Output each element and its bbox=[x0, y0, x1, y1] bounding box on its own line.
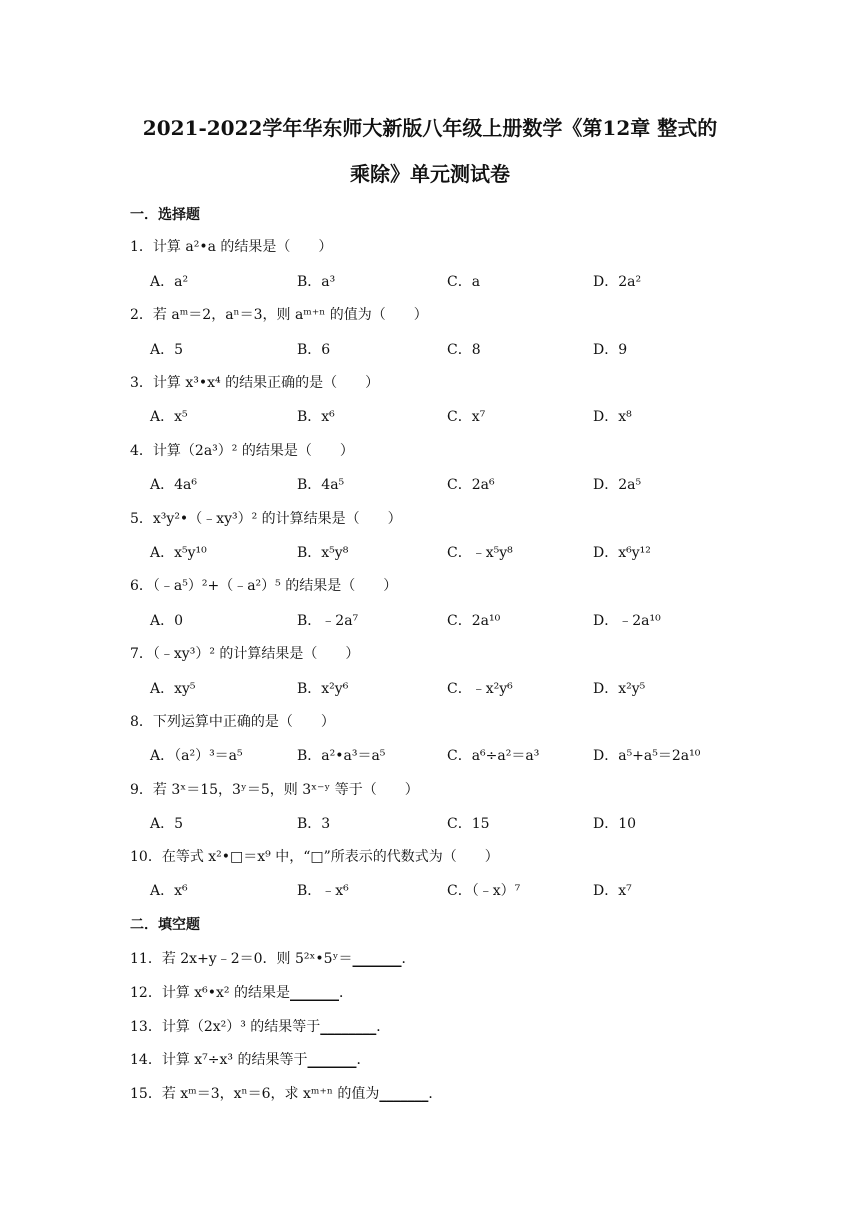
question-3-option-d: D．x⁸ bbox=[593, 409, 632, 425]
question-7-option-a: A．xy⁵ bbox=[150, 681, 196, 697]
question-5-option-c: C．﹣x⁵y⁸ bbox=[447, 545, 513, 561]
question-10-option-c: C．（﹣x）⁷ bbox=[447, 883, 521, 899]
question-2-stem: 2．若 aᵐ＝2，aⁿ＝3，则 aᵐ⁺ⁿ 的值为（ ） bbox=[130, 307, 428, 323]
question-4-option-d: D．2a⁵ bbox=[593, 477, 642, 493]
section-heading-fill: 二．填空题 bbox=[130, 917, 200, 933]
question-7-stem: 7．（﹣xy³）² 的计算结果是（ ） bbox=[130, 646, 360, 662]
fill-question-12-end: ． bbox=[339, 985, 353, 1001]
question-3-option-c: C．x⁷ bbox=[447, 409, 486, 425]
question-7-option-b: B．x²y⁶ bbox=[297, 681, 349, 697]
question-8-option-d: D．a⁵+a⁵＝2a¹⁰ bbox=[593, 748, 701, 764]
fill-question-15 bbox=[130, 1083, 442, 1103]
question-3-option-b: B．x⁶ bbox=[297, 409, 335, 425]
question-10-option-d: D．x⁷ bbox=[593, 883, 632, 899]
fill-question-14-end: ． bbox=[356, 1052, 371, 1068]
fill-question-12-stem: 12．计算 x⁶•x² 的结果是 bbox=[130, 985, 290, 1001]
question-8-option-b: B．a²•a³＝a⁵ bbox=[297, 748, 386, 764]
fill-question-12-blank: _______ bbox=[290, 985, 339, 1001]
question-9-option-b: B．3 bbox=[297, 816, 331, 832]
question-4-option-c: C．2a⁶ bbox=[447, 477, 495, 493]
question-2-option-d: D．9 bbox=[593, 342, 628, 358]
question-4-option-b: B．4a⁵ bbox=[297, 477, 345, 493]
question-2-option-b: B．6 bbox=[297, 342, 331, 358]
question-6-option-b: B．﹣2a⁷ bbox=[297, 613, 359, 629]
document-title-line-1: 2021-2022学年华东师大新版八年级上册数学《第12章 整式的 bbox=[142, 116, 718, 140]
question-4-stem: 4．计算（2a³）² 的结果是（ ） bbox=[130, 443, 354, 459]
fill-question-15-stem: 15．若 xᵐ＝3，xⁿ＝6，求 xᵐ⁺ⁿ 的值为 bbox=[130, 1086, 380, 1102]
fill-question-11-end: ． bbox=[401, 951, 416, 967]
fill-question-13-blank: ________ bbox=[320, 1019, 377, 1035]
fill-question-11 bbox=[130, 948, 416, 968]
question-2-option-a: A．5 bbox=[150, 342, 184, 358]
question-9-option-d: D．10 bbox=[593, 816, 637, 832]
question-6-option-a: A．0 bbox=[150, 613, 184, 629]
question-2-option-c: C．8 bbox=[447, 342, 481, 358]
question-9-option-a: A．5 bbox=[150, 816, 184, 832]
question-1-stem: 1．计算 a²•a 的结果是（ ） bbox=[130, 239, 333, 255]
fill-question-13-stem: 13．计算（2x²）³ 的结果等于 bbox=[130, 1019, 321, 1035]
document-title-line-2: 乘除》单元测试卷 bbox=[350, 162, 510, 186]
question-7-option-d: D．x²y⁵ bbox=[593, 681, 646, 697]
question-6-option-d: D．﹣2a¹⁰ bbox=[593, 613, 661, 629]
question-1-option-c: C．a bbox=[447, 274, 481, 290]
question-5-option-b: B．x⁵y⁸ bbox=[297, 545, 349, 561]
question-4-option-a: A．4a⁶ bbox=[150, 477, 197, 493]
section-heading-choice: 一．选择题 bbox=[130, 207, 200, 223]
question-5-option-a: A．x⁵y¹⁰ bbox=[150, 545, 207, 561]
question-7-option-c: C．﹣x²y⁶ bbox=[447, 681, 513, 697]
fill-question-11-stem: 11．若 2x+y﹣2＝0．则 5²ˣ•5ʸ＝ bbox=[130, 951, 353, 967]
fill-question-12 bbox=[130, 982, 353, 1002]
question-9-stem: 9．若 3ˣ＝15，3ʸ＝5，则 3ˣ⁻ʸ 等于（ ） bbox=[130, 782, 419, 798]
fill-question-15-blank: _______ bbox=[379, 1086, 429, 1102]
question-8-option-c: C．a⁶÷a²＝a³ bbox=[447, 748, 540, 764]
question-8-stem: 8．下列运算中正确的是（ ） bbox=[130, 714, 335, 730]
question-5-stem: 5．x³y²•（﹣xy³）² 的计算结果是（ ） bbox=[130, 511, 402, 527]
fill-question-13 bbox=[130, 1016, 390, 1036]
question-6-stem: 6．（﹣a⁵）²+（﹣a²）⁵ 的结果是（ ） bbox=[130, 578, 398, 594]
fill-question-15-end: ． bbox=[428, 1086, 443, 1102]
fill-question-14 bbox=[130, 1049, 370, 1069]
fill-question-13-end: ． bbox=[376, 1019, 391, 1035]
question-1-option-a: A．a² bbox=[150, 274, 189, 290]
question-10-option-a: A．x⁶ bbox=[150, 883, 188, 899]
question-1-option-b: B．a³ bbox=[297, 274, 336, 290]
question-10-option-b: B．﹣x⁶ bbox=[297, 883, 349, 899]
fill-question-14-stem: 14．计算 x⁷÷x³ 的结果等于 bbox=[130, 1052, 308, 1068]
question-1-option-d: D．2a² bbox=[593, 274, 642, 290]
question-5-option-d: D．x⁶y¹² bbox=[593, 545, 651, 561]
fill-question-14-blank: _______ bbox=[307, 1052, 357, 1068]
question-10-stem: 10．在等式 x²•□＝x⁹ 中，“□”所表示的代数式为（ ） bbox=[130, 849, 499, 865]
question-3-stem: 3．计算 x³•x⁴ 的结果正确的是（ ） bbox=[130, 375, 380, 391]
fill-question-11-blank: _______ bbox=[352, 951, 402, 967]
question-3-option-a: A．x⁵ bbox=[150, 409, 188, 425]
question-8-option-a: A．（a²）³＝a⁵ bbox=[150, 748, 243, 764]
question-9-option-c: C．15 bbox=[447, 816, 490, 832]
question-6-option-c: C．2a¹⁰ bbox=[447, 613, 501, 629]
